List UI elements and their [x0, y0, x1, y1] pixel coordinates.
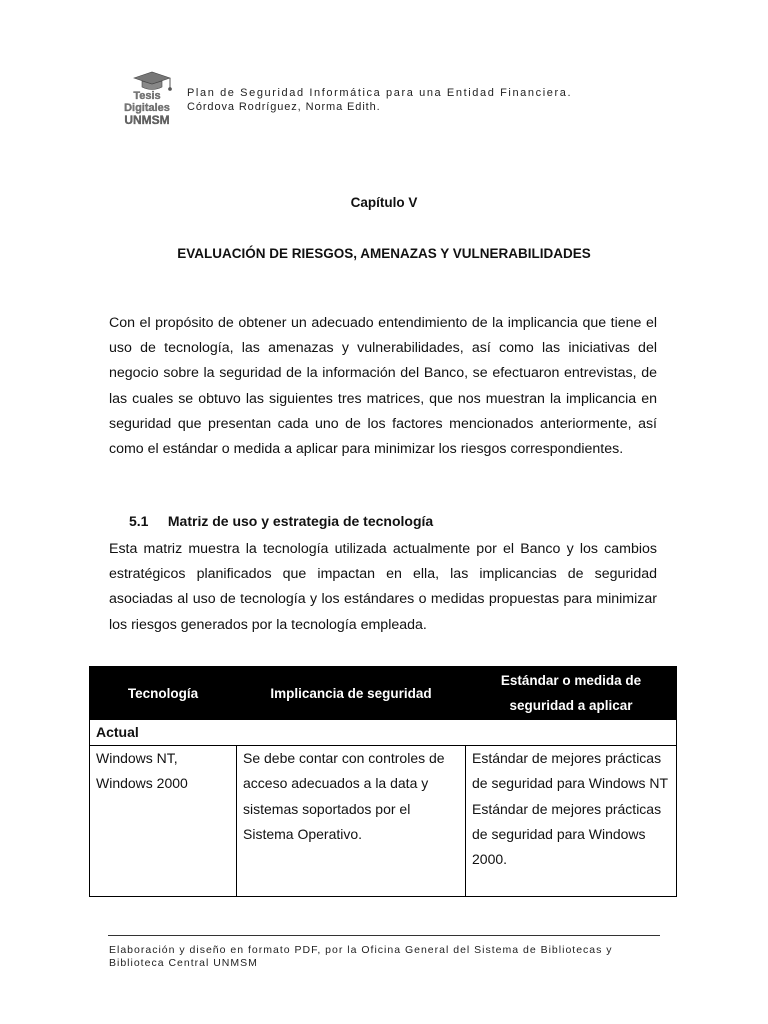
footer-line-1: Elaboración y diseño en formato PDF, por la Oficina General del Sistema de Bibliotecas y: [109, 944, 613, 956]
header-author: Córdova Rodríguez, Norma Edith.: [187, 101, 381, 113]
footer-divider: [108, 935, 660, 936]
logo-word-3: UNMSM: [124, 113, 170, 127]
standard-item: Estándar de mejores prácticas de seguridad para Windows 2000.: [472, 800, 662, 868]
logo-word-2: Digitales: [124, 102, 170, 114]
table-group-row: [90, 720, 677, 746]
header-title: Plan de Seguridad Informática para una Entidad Financiera.: [187, 87, 573, 99]
section-number: 5.1: [129, 513, 149, 529]
table-header-row: [90, 667, 677, 720]
cell-technology: [90, 746, 237, 897]
intro-paragraph: Con el propósito de obtener un adecuado entendimiento de la implicancia que tiene el uso de tecnología, las amenazas y vulnerabilidades, así como las iniciativas del negocio sobre la seguridad de la información del Banco, se efectuaron entrevistas, de las cuales se obtuvo las siguientes tres matrices, que nos muestran la implicancia en seguridad que presentan cada uno de los factores mencionados anteriormente, así como el estándar o medida a aplicar para minimizar los riesgos correspondientes.: [109, 315, 657, 458]
header-implication: Implicancia de seguridad: [237, 667, 466, 720]
header-standard: Estándar o medida de seguridad a aplicar: [466, 667, 677, 720]
cell-standards: [466, 746, 677, 897]
running-header: [187, 86, 572, 114]
technology-line: Windows NT,: [96, 750, 178, 767]
section-paragraph: Esta matriz muestra la tecnología utilizada actualmente por el Banco y los cambios estratégicos planificados que impactan en ella, las implicancias de seguridad asociadas al uso de tecnología y los estándares o medidas propuestas para minimizar los riesgos generados por la tecnología empleada.: [109, 541, 657, 633]
logo-word-1: Tesis: [133, 90, 161, 102]
chapter-title: EVALUACIÓN DE RIESGOS, AMENAZAS Y VULNERABILIDADES: [177, 246, 591, 261]
group-label-actual: Actual: [90, 720, 677, 746]
table-row: [90, 746, 677, 897]
chapter-heading: Capítulo V: [350, 195, 418, 210]
footer: [109, 944, 661, 970]
footer-line-2: Biblioteca Central UNMSM: [109, 957, 258, 969]
cell-implication: Se debe contar con controles de acceso adecuados a la data y sistemas soportados por el Sistema Operativo.: [237, 746, 466, 897]
technology-matrix-table: [89, 666, 677, 897]
technology-line: Windows 2000: [96, 775, 188, 792]
standard-item: Estándar de mejores prácticas de seguridad para Windows NT: [472, 750, 669, 792]
header-technology: Tecnología: [90, 667, 237, 720]
section-title: Matriz de uso y estrategia de tecnología: [167, 513, 434, 529]
tesis-digitales-logo: [112, 68, 182, 130]
section-heading: [129, 513, 433, 529]
